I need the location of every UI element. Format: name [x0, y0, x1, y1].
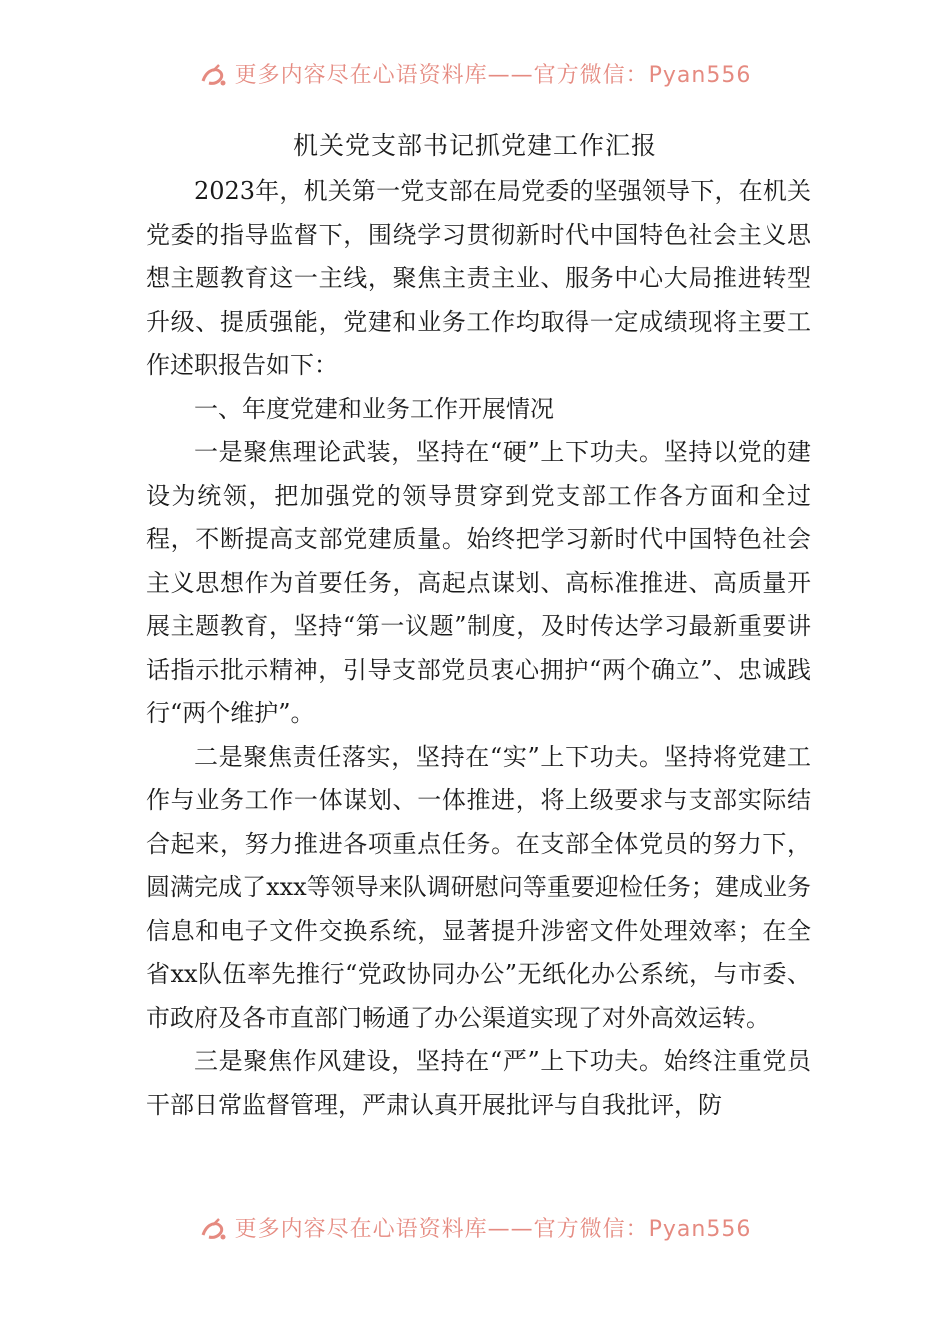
watermark-text: 更多内容尽在心语资料库——官方微信：Pyan556	[234, 1217, 752, 1242]
watermark-text: 更多内容尽在心语资料库——官方微信：Pyan556	[234, 63, 752, 88]
document-body	[146, 170, 811, 1127]
watermark-logo-icon	[199, 63, 229, 89]
watermark-bottom	[0, 1208, 950, 1248]
paragraph-intro: 2023年，机关第一党支部在局党委的坚强领导下，在机关党委的指导监督下，围绕学习贯彻新时代中国特色社会主义思想主题教育这一主线，聚焦主责主业、服务中心大局推进转型升级、提质强能，党建和业务工作均取得一定成绩现将主要工作述职报告如下：	[146, 177, 811, 379]
paragraph-point-3: 三是聚焦作风建设，坚持在“严”上下功夫。始终注重党员干部日常监督管理，严肃认真开展批评与自我批评，防	[146, 1047, 811, 1119]
watermark-top	[0, 54, 950, 94]
paragraph-point-2: 二是聚焦责任落实，坚持在“实”上下功夫。坚持将党建工作与业务工作一体谋划、一体推进，将上级要求与支部实际结合起来，努力推进各项重点任务。在支部全体党员的努力下，圆满完成了xxx等领导来队调研慰问等重要迎检任务；建成业务信息和电子文件交换系统，显著提升涉密文件处理效率；在全省xx队伍率先推行“党政协同办公”无纸化办公系统，与市委、市政府及各市直部门畅通了办公渠道实现了对外高效运转。	[146, 742, 811, 1032]
paragraph-point-1: 一是聚焦理论武装，坚持在“硬”上下功夫。坚持以党的建设为统领，把加强党的领导贯穿到党支部工作各方面和全过程，不断提高支部党建质量。始终把学习新时代中国特色社会主义思想作为首要任务，高起点谋划、高标准推进、高质量开展主题教育，坚持“第一议题”制度，及时传达学习最新重要讲话指示批示精神，引导支部党员衷心拥护“两个确立”、忠诚践行“两个维护”。	[146, 438, 811, 727]
watermark-logo-icon	[199, 1217, 229, 1243]
section-heading: 一、年度党建和业务工作开展情况	[194, 394, 554, 423]
document-title: 机关党支部书记抓党建工作汇报	[292, 131, 657, 160]
